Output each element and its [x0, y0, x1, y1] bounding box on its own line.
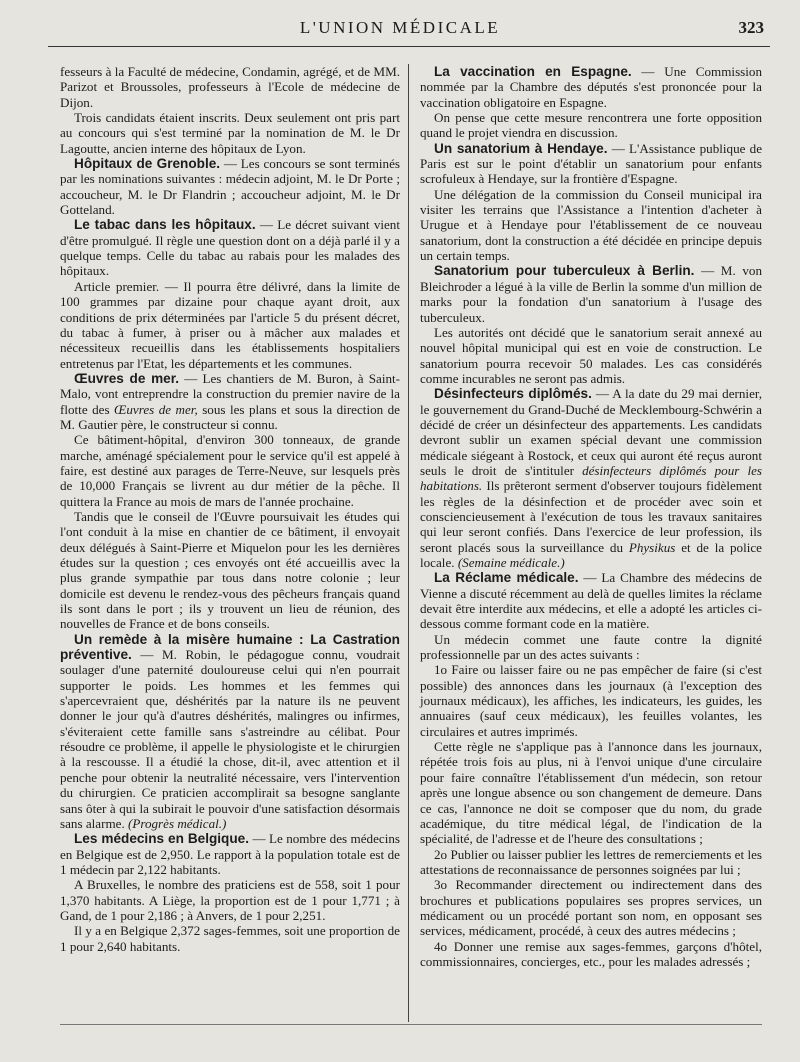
header-rule: [48, 46, 770, 47]
source-citation: (Semaine médicale.): [457, 555, 565, 570]
article-text: — Les concours se sont terminés par les nominations suivantes : médecin adjoint, M. le Dr Porte ; accoucheur, M. le Dr Flandrin ; accoucheur adjoint, M. le Dr Gotteland.: [60, 156, 400, 218]
article-tabac: [60, 217, 400, 370]
article-heading: Œuvres de mer.: [74, 370, 180, 386]
article-heading: Hôpitaux de Grenoble.: [74, 156, 221, 172]
article-text: — M. Robin, le pédagogue connu, voudrait soulager d'une paternité douloureuse celui qui n'en pourrait supporter le poids. Les hommes et les femmes qui s'apercevraient que, déshérités par la nature ils ne peuvent donner le jour qu'à d'autres déshérités, malingres ou infirmes, s'éviteraient cette famille sans s'astreindre au célibat. Pour résoudre ce problème, il appelle le physiologiste et le chirurgien à la rescousse. Il a étudié la chose, dit-il, avec attention et il penche pour obtenir la neutralité nécessaire, vers l'intervention du chirurgien. Ce praticien accomplirait sa besogne sanglante sans ôter à qui la subirait le pouvoir d'une satisfaction désormais sans alarme.: [60, 647, 401, 831]
article-paragraph: Cette règle ne s'applique pas à l'annonce dans les journaux, répétée trois fois au plus, ni à l'envoi unique d'une circulaire pour faire connaître l'établissement d'un médecin, son retour après une longue absence ou son changement de demeure. Dans ce cas, l'annonce ne doit se composer que du nom, du grade académique, du titre médical légal, de l'indication de la spécialité, de l'adresse et de l'heure des consultations ;: [420, 739, 762, 847]
italic-title: Œuvres de mer,: [114, 401, 198, 417]
italic-title: désinfecteurs diplômés pour les habitations.: [420, 462, 762, 494]
article-text: — M. von Bleichroder a légué à la ville de Berlin la somme d'un million de marks pour la fondation d'un sanatorium à l'usage des tuberculeux.: [420, 263, 762, 325]
article-heading: Le tabac dans les hôpitaux.: [74, 217, 256, 233]
article-text: — Les chantiers de M. Buron, à Saint-Malo, vont entreprendre la construction du premier navire de la flotte des: [60, 370, 401, 417]
article-heading: La Réclame médicale.: [434, 570, 579, 586]
list-item: 4o Donner une remise aux sages-femmes, garçons d'hôtel, commissionnaires, concierges, etc., pour les malades adressés ;: [420, 938, 762, 969]
article-hendaye: [420, 141, 762, 264]
article-heading: La vaccination en Espagne.: [434, 64, 632, 79]
column-divider: [408, 64, 409, 1022]
page-number: 323: [738, 18, 764, 37]
left-column: [60, 64, 400, 954]
article-paragraph: Les autorités ont décidé que le sanatorium serait annexé au nouvel hôpital municipal qui est en voie de construction. Le sanatorium pourra recevoir 50 malades. Les cas considérés comme incurables ne seront pas admis.: [420, 324, 762, 386]
article-text: — La Chambre des médecins de Vienne a discuté récemment au delà de quelles limites la réclame devait être interdite aux médecins, et elle a adopté les articles ci-dessous comme formant code en la matière.: [420, 570, 762, 632]
list-item: 3o Recommander directement ou indirectement dans des brochures et publications populaires ses propres services, un médicament ou un procédé portant son nom, en opposant ses services, médicament, procédé, à ceux des autres médecins ;: [420, 877, 762, 939]
article-text: — Une Commission nommée par la Chambre des députés s'est prononcée pour la vaccination obligatoire en Espagne.: [420, 64, 762, 110]
article-remede: [60, 632, 400, 831]
article-heading: Un remède à la misère humaine : La Castration préventive.: [60, 631, 400, 663]
source-citation: (Progrès médical.): [128, 815, 227, 831]
article-heading: Les médecins en Belgique.: [74, 831, 249, 847]
article-heading: Désinfecteurs diplômés.: [434, 386, 592, 402]
article-paragraph: Tandis que le conseil de l'Œuvre poursuivait les études qui l'ont conduit à la mise en chantier de ce bâtiment, il envoyait deux délégués à Saint-Pierre et Miquelon pour les les dernières études sur la question ; ces envoyés ont été accueillis avec la plus grande sympathie par tous dans notre colonie ; leur domicile est devenu le rendez-vous des pêcheurs français quand ils sont dans le port ; ils y trouvent un lieu de réunion, des nouvelles de France et de bons conseils.: [60, 508, 400, 632]
article-text: sous les plans et sous la direction de M. Gautier père, le constructeur si connu.: [60, 401, 400, 432]
list-item: 1o Faire ou laisser faire ou ne pas empêcher de faire (si c'est possible) des annonces dans les journaux (à l'exception des journaux médicaux), les affiches, les indicateurs, les guides, les annuaires (sauf ceux médicaux), les feuilles volantes, les circulaires et autres imprimés.: [420, 662, 762, 739]
article-berlin: [420, 263, 762, 386]
article-belgique: [60, 831, 400, 954]
right-column: [420, 64, 762, 969]
article-paragraph: Un médecin commet une faute contre la dignité professionnelle par un des actes suivants :: [420, 631, 762, 663]
article-heading: Un sanatorium à Hendaye.: [434, 140, 608, 156]
article-paragraph: Il y a en Belgique 2,372 sages-femmes, soit une proportion de 1 pour 2,640 habitants.: [60, 923, 400, 954]
running-head: [30, 18, 770, 42]
italic-term: Physikus: [628, 539, 676, 555]
article-paragraph: Une délégation de la commission du Conseil municipal ira visiter les terrains que l'Assistance a l'intention d'acheter à Urugue et à Hendaye pour l'établissement de ce nouveau sanatorium, dont la construction a été décidée en principe depuis un certain temps.: [420, 186, 762, 264]
article-paragraph: Ce bâtiment-hôpital, d'environ 300 tonneaux, de grande marche, aménagé spécialement pour le service qu'il est appelé à faire, est destiné aux parages de Terre-Neuve, sur lesquels près de 10,000 Français se livrent au dur métier de la pêche. Il quittera la France au mois de mars de l'année prochaine.: [60, 432, 400, 509]
article-grenoble: [60, 156, 400, 217]
article-text: et de la police locale.: [420, 539, 762, 570]
article-espagne: [420, 64, 762, 141]
journal-title: L'UNION MÉDICALE: [299, 18, 501, 37]
article-desinfecteurs: [420, 386, 762, 570]
intro-paragraph: Trois candidats étaient inscrits. Deux seulement ont pris part au concours qui s'est terminé par la nomination de M. le Dr Lagoutte, ancien interne des hôpitaux de Lyon.: [60, 110, 400, 156]
article-paragraph: Article premier. — Il pourra être délivré, dans la limite de 100 grammes par dizaine pour chaque ayant droit, aux conditions de prix déterminées par l'article 5 du présent décret, du tabac à fumer, à priser ou à mâcher aux malades et nécessiteux recueillis dans les établissements hospitaliers entretenus par l'Etat, les départements et les communes.: [60, 278, 400, 371]
intro-paragraph: fesseurs à la Faculté de médecine, Condamin, agrégé, et de MM. Parizot et Broussoles, professeurs à l'Ecole de médecine de Dijon.: [60, 64, 400, 110]
list-item: 2o Publier ou laisser publier les lettres de remerciements et les attestations de reconnaissance de personnes soignées par lui ;: [420, 846, 762, 877]
article-text: — L'Assistance publique de Paris est sur le point d'établir un sanatorium pour enfants scrofuleux à Hendaye, sur la frontière d'Espagne.: [420, 140, 763, 187]
article-heading: Sanatorium pour tuberculeux à Berlin.: [434, 263, 695, 279]
article-reclame: [420, 570, 762, 969]
footer-rule: [60, 1024, 762, 1025]
article-text: — Le nombre des médecins en Belgique est de 2,950. Le rapport à la population totale est de 1 médecin par 2,122 habitants.: [60, 831, 400, 877]
article-oeuvres: [60, 371, 400, 632]
article-paragraph: On pense que cette mesure rencontrera une forte opposition quand le projet viendra en discussion.: [420, 110, 762, 141]
article-text: — Le décret suivant vient d'être promulgué. Il règle une question dont on a déjà parlé il y a quelque temps. Celle du tabac au rabais pour les malades des hôpitaux.: [60, 217, 400, 279]
article-text: — A la date du 29 mai dernier, le gouvernement du Grand-Duché de Mecklembourg-Schwérin a décidé de créer un désinfecteur des appartements. Les candidats devront sublir un examen spécial devant une commission médicale siégeant à Rostock, et ceux qui auront été reçus auront seuls le droit de s'intituler: [420, 386, 762, 478]
article-paragraph: A Bruxelles, le nombre des praticiens est de 558, soit 1 pour 1,370 habitants. A Liège, la proportion est de 1 pour 1,771 ; à Gand, de 1 pour 2,186 ; à Anvers, de 1 pour 2,251.: [60, 877, 400, 923]
article-text: Ils prêteront serment d'observer toujours fidèlement les règles de la désinfection et de procéder avec soin et consciencieusement à l'exécution de tous les travaux sanitaires qui leur seront confiés. Dans l'exercice de leur profession, ils seront placés sous la surveillance du: [420, 478, 762, 555]
